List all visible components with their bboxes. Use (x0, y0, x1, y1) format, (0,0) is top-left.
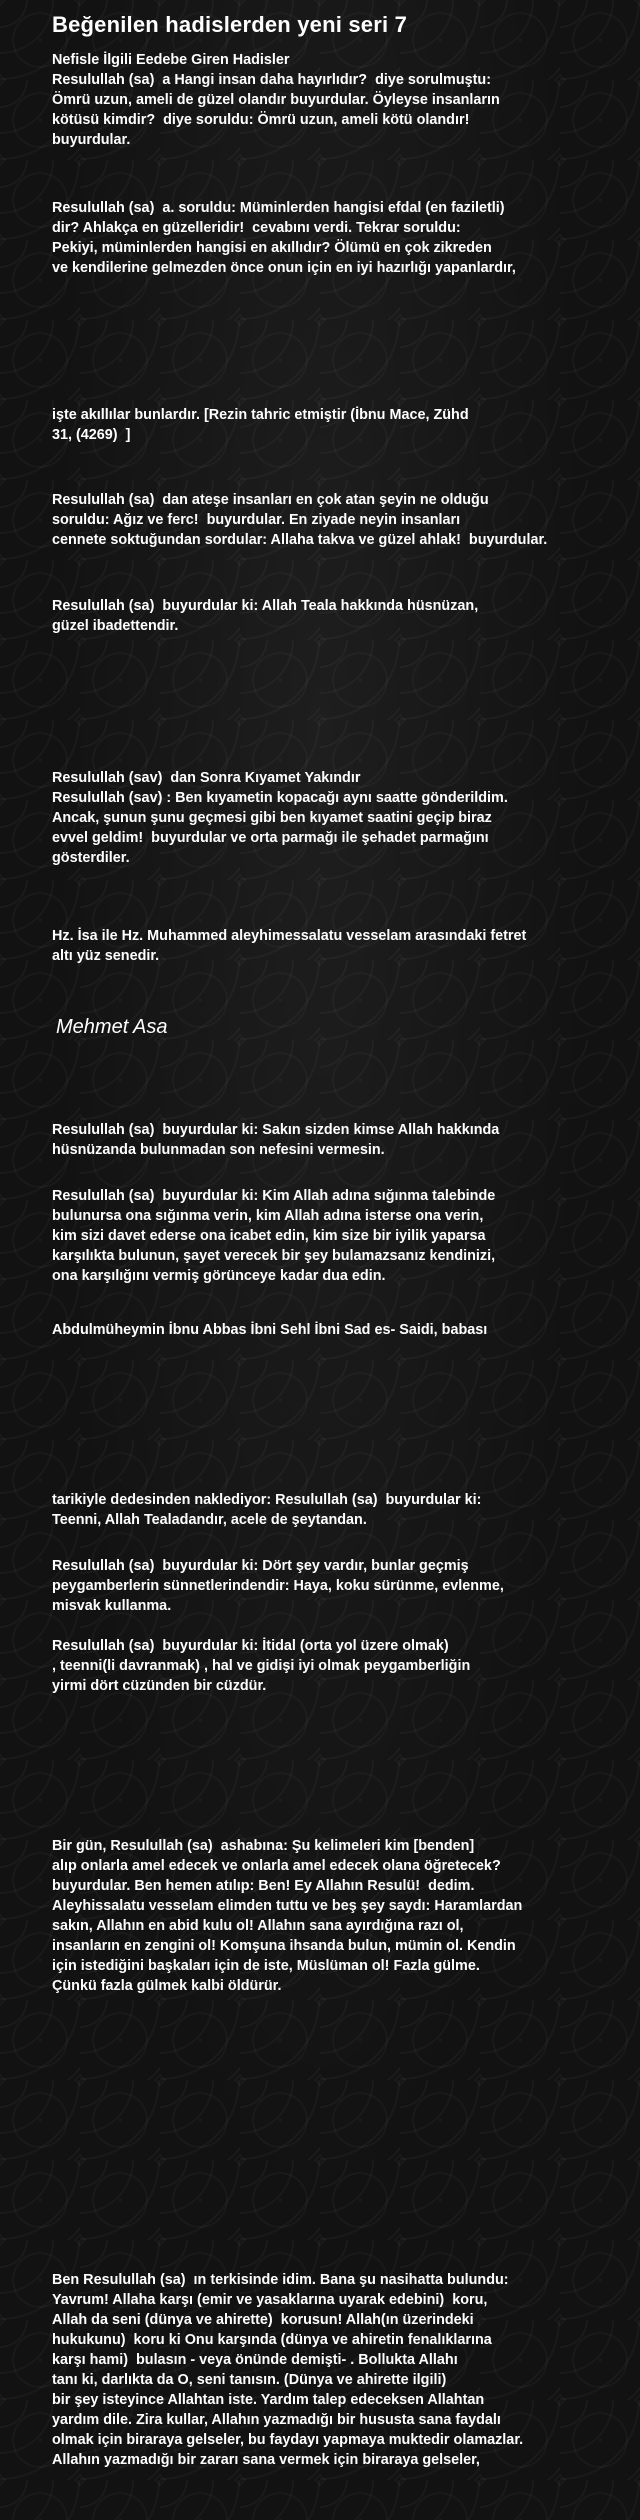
text-line: Nefisle İlgili Eedebe Giren Hadisler (52, 52, 290, 68)
text-line: kim sizi davet ederse ona icabet edin, kim size bir iyilik yaparsa (52, 1228, 486, 1244)
text-line: , teenni(li davranmak) , hal ve gidişi iyi olmak peygamberliğin (52, 1658, 471, 1674)
text-line: karşılıkta bulunun, şayet verecek bir şey bulamazsanız kendinizi, (52, 1248, 496, 1264)
text-line: kötüsü kimdir? diye soruldu: Ömrü uzun, ameli kötü olandır! (52, 112, 470, 128)
text-line: sakın, Allahın en abid kulu ol! Allahın sana ayırdığına razı ol, (52, 1918, 464, 1934)
text-line: Ben Resulullah (sa) ın terkisinde idim. Bana şu nasihatta bulundu: (52, 2272, 509, 2288)
paragraph (52, 1836, 632, 1996)
text-line: Ancak, şunun şunu geçmesi gibi ben kıyamet saatini geçip biraz (52, 810, 492, 826)
text-line: tanı ki, darlıkta da O, seni tanısın. (Dünya ve ahirette ilgili) (52, 2372, 447, 2388)
text-line: tarikiyle dedesinden naklediyor: Resulullah (sa) buyurdular ki: (52, 1492, 482, 1508)
text-line: buyurdular. Ben hemen atılıp: Ben! Ey Allahın Resulü! dedim. (52, 1878, 475, 1894)
text-line: Resulullah (sav) dan Sonra Kıyamet Yakındır (52, 770, 361, 786)
text-line: işte akıllılar bunlardır. [Rezin tahric etmiştir (İbnu Mace, Zühd (52, 407, 469, 423)
text-line: buyurdular. (52, 132, 131, 148)
text-line: Abdulmüheymin İbnu Abbas İbni Sehl İbni Sad es- Saidi, babası (52, 1322, 488, 1338)
text-line: soruldu: Ağız ve ferc! buyurdular. En ziyade neyin insanları (52, 512, 461, 528)
author-signature: Mehmet Asa (56, 1016, 168, 1038)
text-line: Pekiyi, müminlerden hangisi en akıllıdır? Ölümü en çok zikreden (52, 240, 492, 256)
text-line: Resulullah (sav) : Ben kıyametin kopacağı aynı saatte gönderildim. (52, 790, 508, 806)
text-line: dir? Ahlakça en güzelleridir! cevabını verdi. Tekrar soruldu: (52, 220, 461, 236)
text-line: Allahın yazmadığı bir zararı sana vermek için biraraya gelseler, (52, 2452, 480, 2468)
text-line: ona karşılığını vermiş görünceye kadar dua edin. (52, 1268, 386, 1284)
text-line: Allah da seni (dünya ve ahirette) korusun! Allah(ın üzerindeki (52, 2312, 474, 2328)
paragraph (52, 198, 632, 278)
paragraph (52, 926, 632, 966)
text-line: 31, (4269) ] (52, 427, 131, 443)
paragraph (52, 1636, 632, 1696)
text-line: olmak için biraraya gelseler, bu faydayı yapmaya muktedir olamazlar. (52, 2432, 524, 2448)
text-line: ve kendilerine gelmezden önce onun için en iyi hazırlığı yapanlardır, (52, 260, 516, 276)
text-line: Resulullah (sa) buyurdular ki: Kim Allah adına sığınma talebinde (52, 1188, 496, 1204)
text-line: hüsnüzanda bulunmadan son nefesini vermesin. (52, 1142, 385, 1158)
text-line: güzel ibadettendir. (52, 618, 179, 634)
text-line: Resulullah (sa) buyurdular ki: Dört şey vardır, bunlar geçmiş (52, 1558, 469, 1574)
text-line: hukukunu) koru ki Onu karşında (dünya ve ahiretin fenalıklarına (52, 2332, 492, 2348)
paragraph (52, 596, 632, 636)
paragraph (52, 1490, 632, 1530)
text-line: alıp onlarla amel edecek ve onlarla amel edecek olana öğretecek? (52, 1858, 501, 1874)
text-line: cennete soktuğundan sordular: Allaha takva ve güzel ahlak! buyurdular. (52, 532, 548, 548)
text-line: Resulullah (sa) dan ateşe insanları en çok atan şeyin ne olduğu (52, 492, 489, 508)
text-line: peygamberlerin sünnetlerindendir: Haya, koku sürünme, evlenme, (52, 1578, 504, 1594)
text-line: insanların en zengini ol! Komşuna ihsanda bulun, mümin ol. Kendin (52, 1938, 516, 1954)
text-line: bulunursa ona sığınma verin, kim Allah adına isterse ona verin, (52, 1208, 484, 1224)
text-line: Ömrü uzun, ameli de güzel olandır buyurdular. Öyleyse insanların (52, 92, 500, 108)
paragraph (52, 1556, 632, 1616)
text-line: Teenni, Allah Tealadandır, acele de şeytandan. (52, 1512, 367, 1528)
text-line: yirmi dört cüzünden bir cüzdür. (52, 1678, 267, 1694)
text-line: bir şey isteyince Allahtan iste. Yardım talep edeceksen Allahtan (52, 2392, 485, 2408)
paragraph (52, 405, 632, 445)
text-line: için istediğini başkaları için de iste, Müslüman ol! Fazla gülme. (52, 1958, 480, 1974)
text-line: Aleyhissalatu vesselam elimden tuttu ve beş şey saydı: Haramlardan (52, 1898, 523, 1914)
text-line: Çünkü fazla gülmek kalbi öldürür. (52, 1978, 282, 1994)
text-line: Resulullah (sa) buyurdular ki: İtidal (orta yol üzere olmak) (52, 1638, 449, 1654)
text-line: Yavrum! Allaha karşı (emir ve yasaklarına uyarak edebini) koru, (52, 2292, 488, 2308)
paragraph (52, 1186, 632, 1286)
text-line: karşı hami) bulasın - veya önünde demişti- . Bollukta Allahı (52, 2352, 458, 2368)
text-line: Resulullah (sa) a. soruldu: Müminlerden hangisi efdal (en faziletli) (52, 200, 505, 216)
page-title: Beğenilen hadislerden yeni seri 7 (52, 12, 408, 37)
text-line: misvak kullanma. (52, 1598, 172, 1614)
paragraph (52, 490, 632, 550)
text-line: Resulullah (sa) a Hangi insan daha hayırlıdır? diye sorulmuştu: (52, 72, 492, 88)
paragraph (52, 1120, 632, 1160)
text-line: evvel geldim! buyurdular ve orta parmağı ile şehadet parmağını (52, 830, 489, 846)
text-line: yardım dile. Zira kullar, Allahın yazmadığı bir hususta sana faydalı (52, 2412, 501, 2428)
text-line: altı yüz senedir. (52, 948, 160, 964)
text-line: Bir gün, Resulullah (sa) ashabına: Şu kelimeleri kim [benden] (52, 1838, 475, 1854)
text-line: Hz. İsa ile Hz. Muhammed aleyhimessalatu vesselam arasındaki fetret (52, 928, 527, 944)
text-line: gösterdiler. (52, 850, 130, 866)
paragraph (52, 768, 632, 868)
paragraph (52, 1320, 632, 1340)
text-line: Resulullah (sa) buyurdular ki: Sakın sizden kimse Allah hakkında (52, 1122, 500, 1138)
paragraph (52, 2270, 632, 2470)
text-line: Resulullah (sa) buyurdular ki: Allah Teala hakkında hüsnüzan, (52, 598, 479, 614)
paragraph (52, 50, 632, 150)
